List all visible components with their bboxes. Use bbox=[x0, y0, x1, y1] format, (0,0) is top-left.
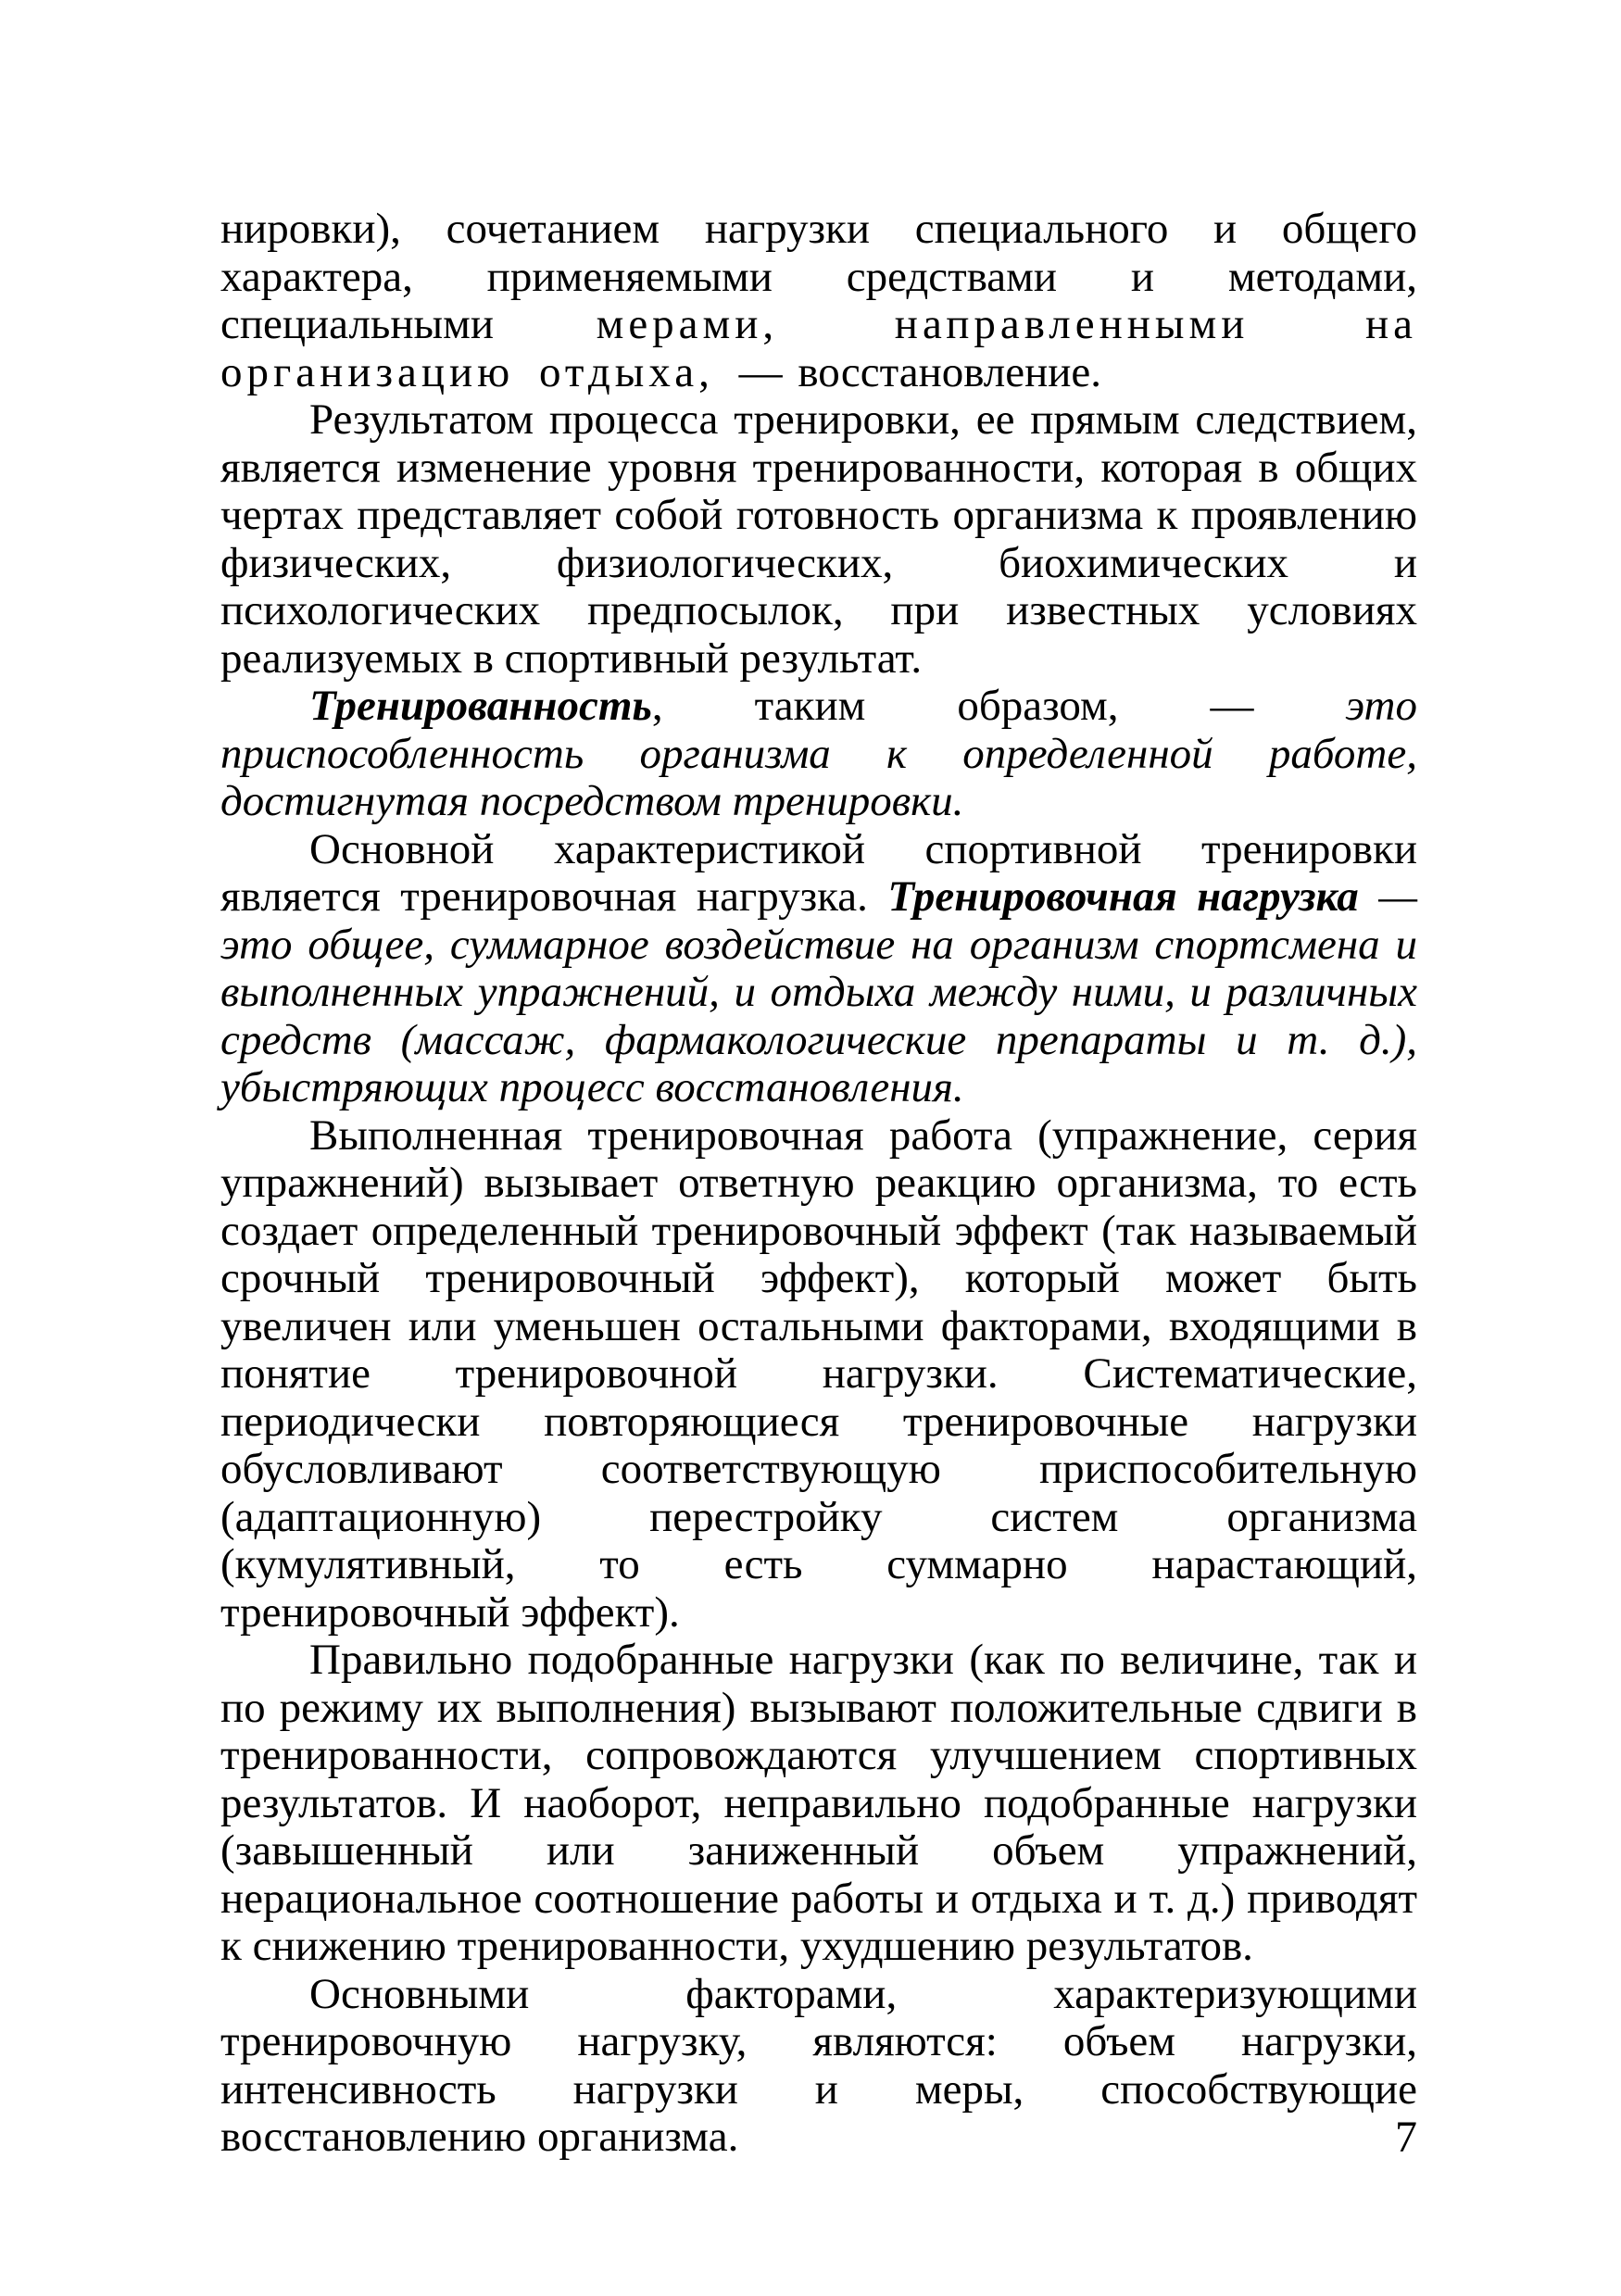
paragraph-training-effect: Выполненная тренировочная работа (упражнение, серия упражнений) вызывает ответную реакцию организма, то есть создает определенный тренировочный эффект (так называемый срочный тренировочный эффект), который может быть увеличен или уменьшен остальными факторами, входящими в понятие тренировочной нагрузки. Систематические, периодически повторяющиеся тренировочные нагрузки обусловливают соответствующую приспособительную (адаптационную) перестройку систем организма (кумулятивный, то есть суммарно нарастающий, тренировочный эффект). bbox=[220, 1110, 1417, 1637]
definition-connector: , таким образом, — bbox=[651, 682, 1346, 730]
definition-training-load: — это общее, суммарное воздействие на организм спортсмена и выполненных упражнений, и отдыха между ними, и различных средств (массаж, фармакологические препараты и т. д.), убыстряющих процесс восстановления. bbox=[220, 872, 1418, 1111]
page-number: 7 bbox=[1395, 2113, 1417, 2162]
body-text bbox=[220, 206, 1417, 2162]
paragraph-line: нировки), сочетанием нагрузки специального и общего характера, применяемыми средствами и методами, специальными bbox=[220, 205, 1417, 348]
definition-fitness: это приспособленность организма к определенной работе, достигнутая посредством тренировки. bbox=[220, 682, 1417, 825]
paragraph-definition-fitness bbox=[220, 683, 1417, 826]
term-fitness: Тренированность bbox=[309, 682, 652, 730]
paragraph-definition-load bbox=[220, 826, 1417, 1112]
paragraph-line-spaced: мерами, направленными на организацию отдыха, — bbox=[220, 300, 1417, 396]
term-training-load: Тренировочная нагрузка bbox=[887, 872, 1359, 921]
paragraph-load-factors: Основными факторами, характеризующими тренировочную нагрузку, являются: объем нагрузки, интенсивность нагрузки и меры, способствующие восстановлению организма. bbox=[220, 1969, 1417, 2161]
paragraph-continuation bbox=[220, 206, 1417, 396]
paragraph-lead: Основной характеристикой спортивной тренировки является тренировочная нагрузка. bbox=[220, 824, 1417, 921]
paragraph-training-result: Результатом процесса тренировки, ее прямым следствием, является изменение уровня тренированности, которая в общих чертах представляет собой готовность организма к проявлению физических, физиологических, биохимических и психологических предпосылок, при известных условиях реализуемых в спортивный результат. bbox=[220, 395, 1417, 683]
paragraph-line: восстановление. bbox=[798, 347, 1102, 396]
paragraph-load-selection: Правильно подобранные нагрузки (как по величине, так и по режиму их выполнения) вызывают положительные сдвиги в тренированности, сопровождаются улучшением спортивных результатов. И наоборот, неправильно подобранные нагрузки (завышенный или заниженный объем упражнений, нерациональное соотношение работы и отдыха и т. д.) приводят к снижению тренированности, ухудшению результатов. bbox=[220, 1636, 1417, 1970]
